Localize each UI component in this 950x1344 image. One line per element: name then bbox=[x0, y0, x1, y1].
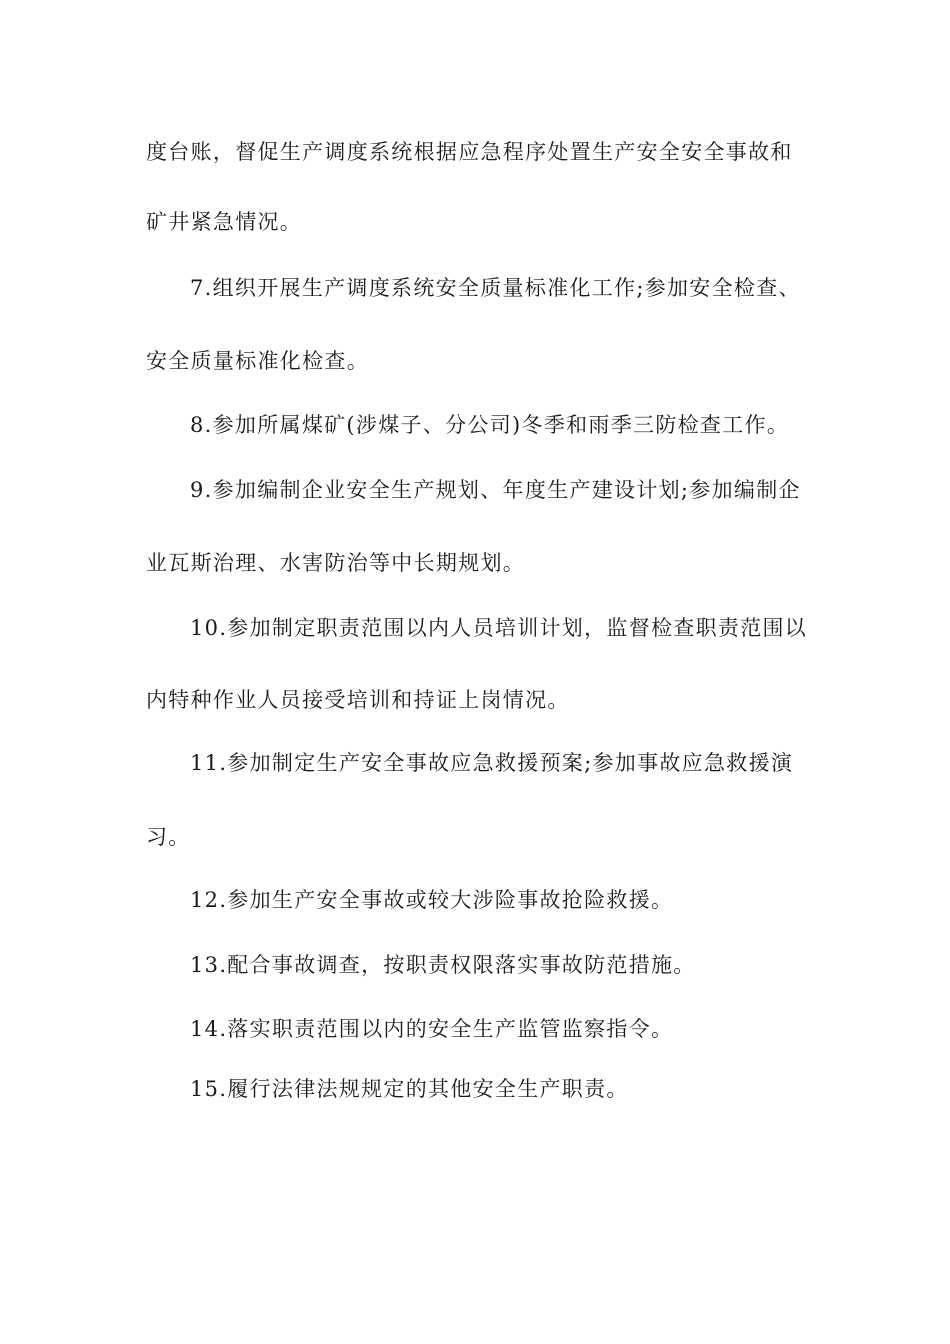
paragraph-line: 安全质量标准化检查。 bbox=[146, 349, 369, 373]
paragraph-line: 9.参加编制企业安全生产规划、年度生产建设计划;参加编制企 bbox=[190, 478, 801, 502]
paragraph-line: 7.组织开展生产调度系统安全质量标准化工作;参加安全检查、 bbox=[190, 276, 801, 300]
paragraph-line: 14.落实职责范围以内的安全生产监管监察指令。 bbox=[190, 1017, 674, 1041]
paragraph-line: 8.参加所属煤矿(涉煤子、分公司)冬季和雨季三防检查工作。 bbox=[190, 413, 790, 437]
paragraph-line: 15.履行法律法规规定的其他安全生产职责。 bbox=[190, 1077, 629, 1101]
paragraph-line: 度台账，督促生产调度系统根据应急程序处置生产安全安全事故和 bbox=[146, 140, 793, 164]
paragraph-line: 10.参加制定职责范围以内人员培训计划，监督检查职责范围以 bbox=[190, 616, 808, 640]
paragraph-line: 内特种作业人员接受培训和持证上岗情况。 bbox=[146, 688, 570, 712]
paragraph-line: 12.参加生产安全事故或较大涉险事故抢险救援。 bbox=[190, 888, 674, 912]
paragraph-line: 13.配合事故调查，按职责权限落实事故防范措施。 bbox=[190, 953, 696, 977]
paragraph-line: 11.参加制定生产安全事故应急救援预案;参加事故应急救援演 bbox=[190, 751, 794, 775]
paragraph-line: 习。 bbox=[146, 825, 191, 849]
paragraph-line: 矿井紧急情况。 bbox=[146, 210, 303, 234]
paragraph-line: 业瓦斯治理、水害防治等中长期规划。 bbox=[146, 551, 526, 575]
